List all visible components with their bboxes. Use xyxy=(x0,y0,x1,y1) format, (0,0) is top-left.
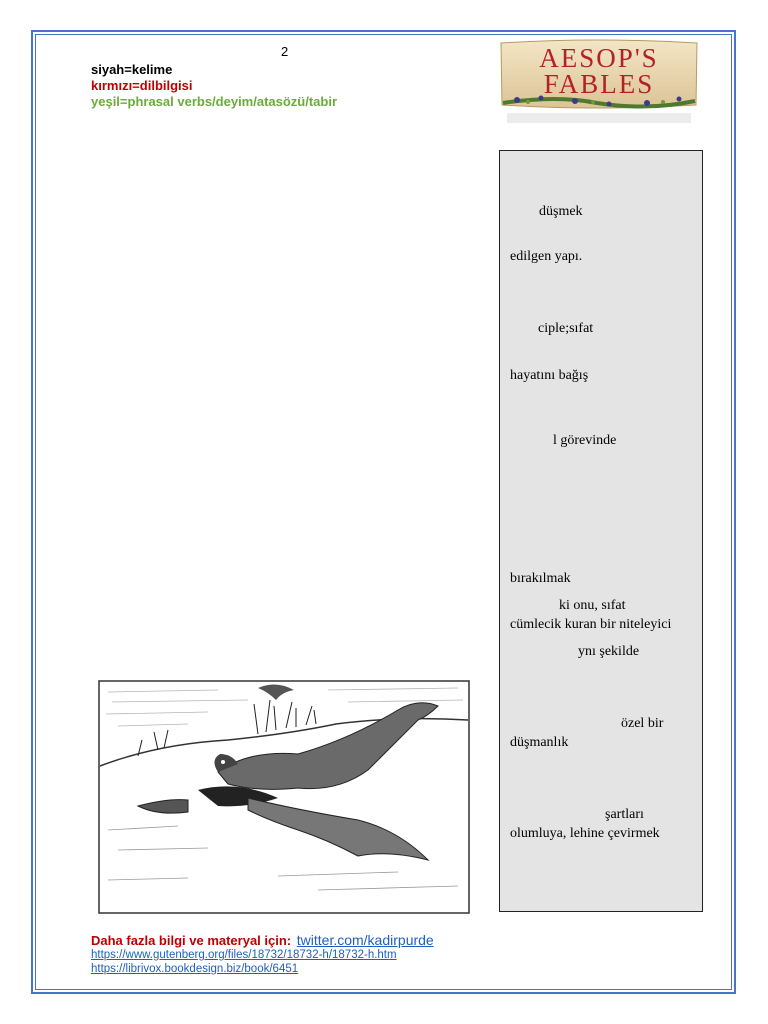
page-number: 2 xyxy=(281,44,289,59)
notes-panel xyxy=(499,150,703,912)
legend-green-idiom: yeşil=phrasal verbs/deyim/atasözü/tabir xyxy=(91,94,338,109)
gutenberg-link[interactable]: https://www.gutenberg.org/files/18732/18732-h/18732-h.htm xyxy=(91,949,397,961)
logo-title-line2: FABLES xyxy=(543,69,655,99)
librivox-link[interactable]: https://librivox.bookdesign.biz/book/6451 xyxy=(91,963,299,975)
note-item: şartları xyxy=(605,807,644,822)
note-item: ynı şekilde xyxy=(578,644,640,659)
note-item: ki onu, sıfat xyxy=(559,598,626,613)
footer-label: Daha fazla bilgi ve materyal için: xyxy=(91,933,292,948)
note-item: özel bir xyxy=(621,716,664,731)
note-item: düşmanlık xyxy=(510,735,569,750)
note-item: hayatını bağış xyxy=(510,368,589,383)
logo-title-line1: AESOP'S xyxy=(539,43,659,73)
note-item: düşmek xyxy=(539,204,583,219)
aesops-fables-logo xyxy=(497,37,701,127)
fable-illustration xyxy=(98,680,470,914)
footer xyxy=(91,932,434,976)
note-item: l görevinde xyxy=(553,433,617,448)
color-legend xyxy=(91,62,337,110)
note-item: olumluya, lehine çevirmek xyxy=(510,826,660,841)
legend-black-word: siyah=kelime xyxy=(91,62,173,77)
legend-red-grammar: kırmızı=dilbilgisi xyxy=(91,78,193,93)
note-item: cümlecik kuran bir niteleyici xyxy=(510,617,672,632)
note-item: bırakılmak xyxy=(510,571,571,586)
note-item: ciple;sıfat xyxy=(538,321,594,336)
note-item: edilgen yapı. xyxy=(510,249,583,264)
twitter-link[interactable]: twitter.com/kadirpurde xyxy=(296,932,434,948)
